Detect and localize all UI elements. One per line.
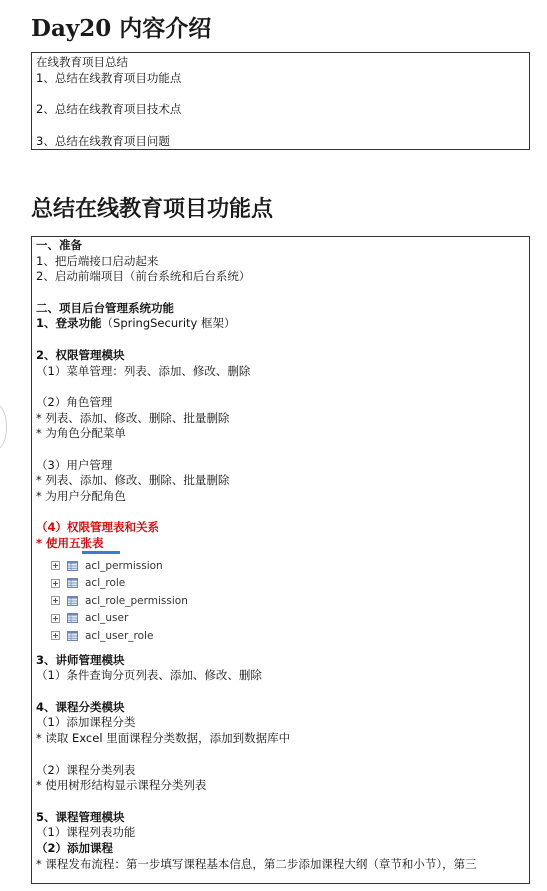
tree-row xyxy=(36,592,525,610)
blank-line xyxy=(36,442,525,458)
text-line: （3）用户管理 xyxy=(36,457,113,472)
text-line: * 为用户分配角色 xyxy=(36,489,126,503)
blank-line xyxy=(36,684,525,700)
expand-icon xyxy=(51,596,60,605)
intro-line: 在线教育项目总结 xyxy=(36,55,128,69)
section-heading: 3、讲师管理模块 xyxy=(36,652,125,667)
red-heading: * 使用五张表 xyxy=(36,536,104,551)
intro-line: 3、总结在线教育项目问题 xyxy=(36,133,170,148)
blank-line xyxy=(36,285,525,301)
blank-line xyxy=(36,332,525,348)
section-heading: 5、课程管理模块 xyxy=(36,809,125,824)
text-line: * 使用树形结构显示课程分类列表 xyxy=(36,778,207,793)
blank-line xyxy=(36,87,525,103)
scroll-handle xyxy=(0,405,7,449)
text-line: * 列表、添加、修改、删除、批量删除 xyxy=(36,473,230,488)
text-line xyxy=(36,316,525,332)
table-name: acl_role_permission xyxy=(85,594,188,607)
text-line: 2、启动前端项目（前台系统和后台系统） xyxy=(36,269,251,284)
feature-box xyxy=(31,236,530,884)
tree-row xyxy=(36,574,525,592)
expand-icon xyxy=(51,631,60,640)
bold-text: 1、登录功能 xyxy=(36,316,102,331)
table-tree xyxy=(36,557,525,645)
text-line: （2）角色管理 xyxy=(36,394,113,409)
tree-row xyxy=(36,557,525,575)
section-title: 总结在线教育项目功能点 xyxy=(31,196,274,222)
expand-icon xyxy=(51,614,60,623)
tree-row xyxy=(36,627,525,645)
blank-line xyxy=(36,118,525,134)
text-line: （2）课程分类列表 xyxy=(36,762,136,777)
red-heading: （4）权限管理表和关系 xyxy=(36,520,160,535)
text-line: * 读取 Excel 里面课程分类数据，添加到数据库中 xyxy=(36,731,291,746)
expand-icon xyxy=(51,561,60,570)
tree-row xyxy=(36,610,525,628)
blank-line xyxy=(36,794,525,810)
intro-box xyxy=(31,52,530,150)
table-name: acl_permission xyxy=(85,559,163,572)
table-name: acl_user_role xyxy=(85,629,154,642)
intro-line: 1、总结在线教育项目功能点 xyxy=(36,70,182,85)
text-line: * 为角色分配菜单 xyxy=(36,426,126,441)
section-heading: 一、准备 xyxy=(36,238,82,252)
intro-line: 2、总结在线教育项目技术点 xyxy=(36,102,182,117)
table-icon xyxy=(67,631,78,641)
table-icon xyxy=(67,578,78,588)
table-icon xyxy=(67,561,78,571)
text-line: （1）条件查询分页列表、添加、修改、删除 xyxy=(36,668,262,683)
table-name: acl_user xyxy=(85,612,129,625)
text-line: （1）菜单管理：列表、添加、修改、删除 xyxy=(36,363,251,378)
table-icon xyxy=(67,613,78,623)
section-heading: 二、项目后台管理系统功能 xyxy=(36,300,174,315)
bold-line: （2）添加课程 xyxy=(36,840,114,855)
blank-line xyxy=(36,645,525,653)
text-span: （SpringSecurity 框架） xyxy=(101,316,236,331)
text-line: （1）课程列表功能 xyxy=(36,825,136,840)
blank-line xyxy=(36,505,525,521)
text-line: 1、把后端接口启动起来 xyxy=(36,253,159,268)
table-icon xyxy=(67,596,78,606)
section-heading: 2、权限管理模块 xyxy=(36,347,125,362)
expand-icon xyxy=(51,579,60,588)
table-name: acl_role xyxy=(85,577,126,590)
text-line: * 列表、添加、修改、删除、批量删除 xyxy=(36,410,230,425)
text-line: （1）添加课程分类 xyxy=(36,715,136,730)
blank-line xyxy=(36,747,525,763)
section-heading: 4、课程分类模块 xyxy=(36,699,125,714)
text-line: * 课程发布流程：第一步填写课程基本信息，第二步添加课程大纲（章节和小节），第三 xyxy=(36,856,477,871)
page-title: Day20 内容介绍 xyxy=(31,15,212,42)
blank-line xyxy=(36,379,525,395)
